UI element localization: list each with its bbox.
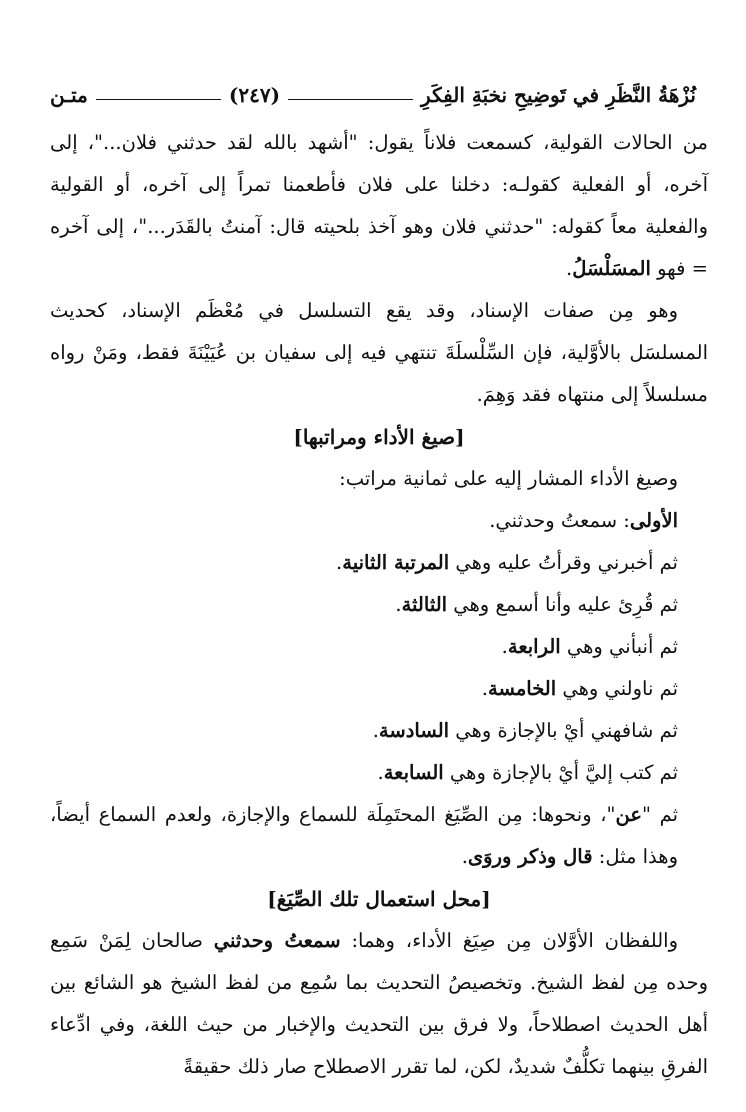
paragraph: وهو مِن صفات الإسناد، وقد يقع التسلسل في مُعْظَم الإسناد، كحديث المسلسَل بالأوَّلية، فإن السِّلْسلَةَ تنتهي فيه إلى سفيان بن عُيَيْنَةَ فقط، ومَنْ رواه مسلسلاً إلى منتهاه فقد وَهِمَ. xyxy=(50,299,708,406)
page-header xyxy=(50,78,696,112)
header-rule xyxy=(288,99,413,100)
rank-item: ثم أنبأني وهي الرابعة. xyxy=(501,635,678,658)
rank-item: ثم كتب إليَّ أيْ بالإجازة وهي السابعة. xyxy=(377,761,678,784)
term-musalsal: المسَلْسَلُ xyxy=(572,257,651,280)
header-label: متـن xyxy=(50,83,88,107)
header-title: نُزْهَةُ النَّظَرِ في تَوضِيحِ نخبَةِ الفِكَرِ xyxy=(421,83,696,107)
paragraph: واللفظان الأوَّلان مِن صِيَغ الأداء، وهما: سمعتُ وحدثني صالحان لِمَنْ سَمِع وحده مِن لفظ الشيخ. وتخصيصُ التحديث بما سُمِع من لفظ الشيخ هو الشائع بين أهل الحديث اصطلاحاً، ولا فرق بين التحديث والإخبار من حيث اللغة، وفي ادِّعاء الفرقِ بينهما تكلُّفٌ شديدٌ، لكن، لما تقرر الاصطلاح صار ذلك حقيقةً xyxy=(50,929,708,1078)
header-rule xyxy=(96,99,221,100)
paragraph: من الحالات القولية، كسمعت فلاناً يقول: "أشهد بالله لقد حدثني فلان..."، إلى آخره، أو الفعلية كقولـه: دخلنا على فلان فأطعمنا تمراً إلى آخره، أو القولية والفعلية معاً كقوله: "حدثني فلان وهو آخذ بلحيته قال: آمنتُ بالقَدَر..."، إلى آخره = فهو المسَلْسَلُ. xyxy=(50,131,708,280)
rank-item: ثم "عن"، ونحوها: مِن الصِّيَغ المحتَمِلَة للسماع والإجازة، ولعدم السماع أيضاً، وهذا مثل: قال وذكر وروَى. xyxy=(50,803,679,868)
rank-item: الأولى: سمعتُ وحدثني. xyxy=(489,509,678,532)
rank-item: ثم ناولني وهي الخامسة. xyxy=(481,677,678,700)
rank-item: ثم قُرِئ عليه وأنا أسمع وهي الثالثة. xyxy=(395,593,678,616)
rank-item: ثم شافهني أيْ بالإجازة وهي السادسة. xyxy=(372,719,678,742)
paragraph: وصيغ الأداء المشار إليه على ثمانية مراتب: xyxy=(339,467,678,490)
page-number: (٢٤٧) xyxy=(228,83,281,107)
page-body xyxy=(50,122,708,1088)
rank-item: ثم أخبرني وقرأتُ عليه وهي المرتبة الثانية. xyxy=(336,551,678,574)
section-heading: [صيغ الأداء ومراتبها] xyxy=(293,425,465,449)
section-heading: [محل استعمال تلك الصِّيَغ] xyxy=(267,887,491,911)
